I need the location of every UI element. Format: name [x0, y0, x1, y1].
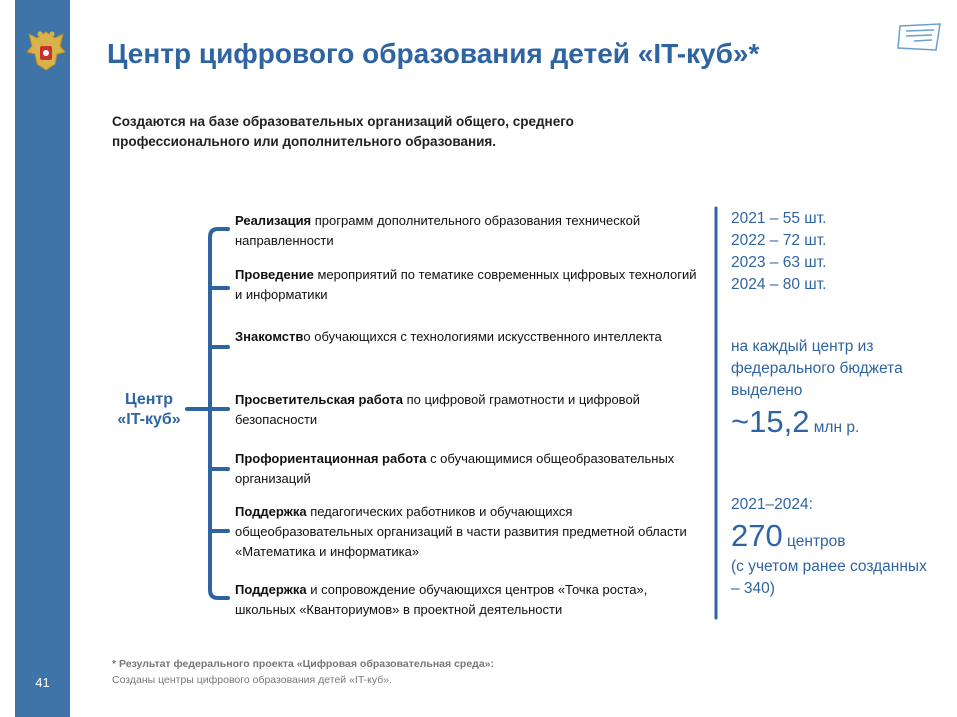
- stats-count-unit: центров: [782, 533, 846, 550]
- item-bold: Проведение: [235, 267, 314, 282]
- page-title: Центр цифрового образования детей «IT-куб»*: [107, 38, 760, 69]
- year-item: 2023 – 63 шт.: [731, 254, 827, 271]
- center-label-line2: «IT-куб»: [117, 411, 181, 428]
- subtitle: Создаются на базе образовательных организаций общего, среднего профессионального или дополнительного образования.: [112, 114, 574, 149]
- item-text: и сопровождение обучающихся центров «Точка роста», школьных «Кванториумов» в проектной деятельности: [235, 582, 648, 617]
- stats-note: (с учетом ранее созданных – 340): [731, 558, 927, 597]
- item-bold: Поддержка: [235, 582, 307, 597]
- list-item: [235, 327, 705, 347]
- funding-block: [731, 336, 931, 442]
- item-bold: Реализация: [235, 213, 312, 228]
- footnote-line1: * Результат федерального проекта «Цифровая образовательная среда»:: [112, 658, 494, 670]
- item-bold: Знакомств: [235, 329, 304, 344]
- funding-text: на каждый центр из федерального бюджета выделено: [731, 338, 903, 399]
- footnote-line2: Созданы центры цифрового образования детей «IT-куб».: [112, 674, 393, 686]
- stats-block: [731, 494, 931, 600]
- list-item: [235, 580, 705, 620]
- list-item: [235, 265, 705, 305]
- funding-unit: млн р.: [809, 419, 860, 436]
- footnote: [112, 656, 712, 688]
- list-item: [235, 211, 705, 251]
- funding-amount: ~15,2: [731, 404, 810, 439]
- item-text: по цифровой грамотности и цифровой безопасности: [235, 392, 640, 427]
- year-item: 2024 – 80 шт.: [731, 276, 827, 293]
- years-list: [731, 208, 856, 296]
- list-item: [235, 502, 705, 562]
- item-text: программ дополнительного образования технической направленности: [235, 213, 641, 248]
- year-item: 2021 – 55 шт.: [731, 210, 827, 227]
- item-bold: Профориентационная работа: [235, 451, 427, 466]
- year-item: 2022 – 72 шт.: [731, 232, 827, 249]
- item-text: мероприятий по тематике современных цифровых технологий и информатики: [235, 267, 697, 302]
- list-item: [235, 390, 705, 430]
- item-text: с обучающимися общеобразовательных организаций: [235, 451, 675, 486]
- stats-count: 270: [731, 518, 783, 553]
- page-number: 41: [35, 675, 50, 690]
- item-text: педагогических работников и обучающихся общеобразовательных организаций в части развития предметной области «Математика и информатика»: [235, 504, 687, 559]
- item-text: о обучающихся с технологиями искусственного интеллекта: [303, 329, 662, 344]
- stats-period: 2021–2024:: [731, 496, 813, 513]
- bracket-spine: [210, 229, 228, 598]
- item-bold: Просветительская работа: [235, 392, 403, 407]
- list-item: [235, 449, 705, 489]
- center-label-line1: Центр: [124, 391, 174, 408]
- item-bold: Поддержка: [235, 504, 307, 519]
